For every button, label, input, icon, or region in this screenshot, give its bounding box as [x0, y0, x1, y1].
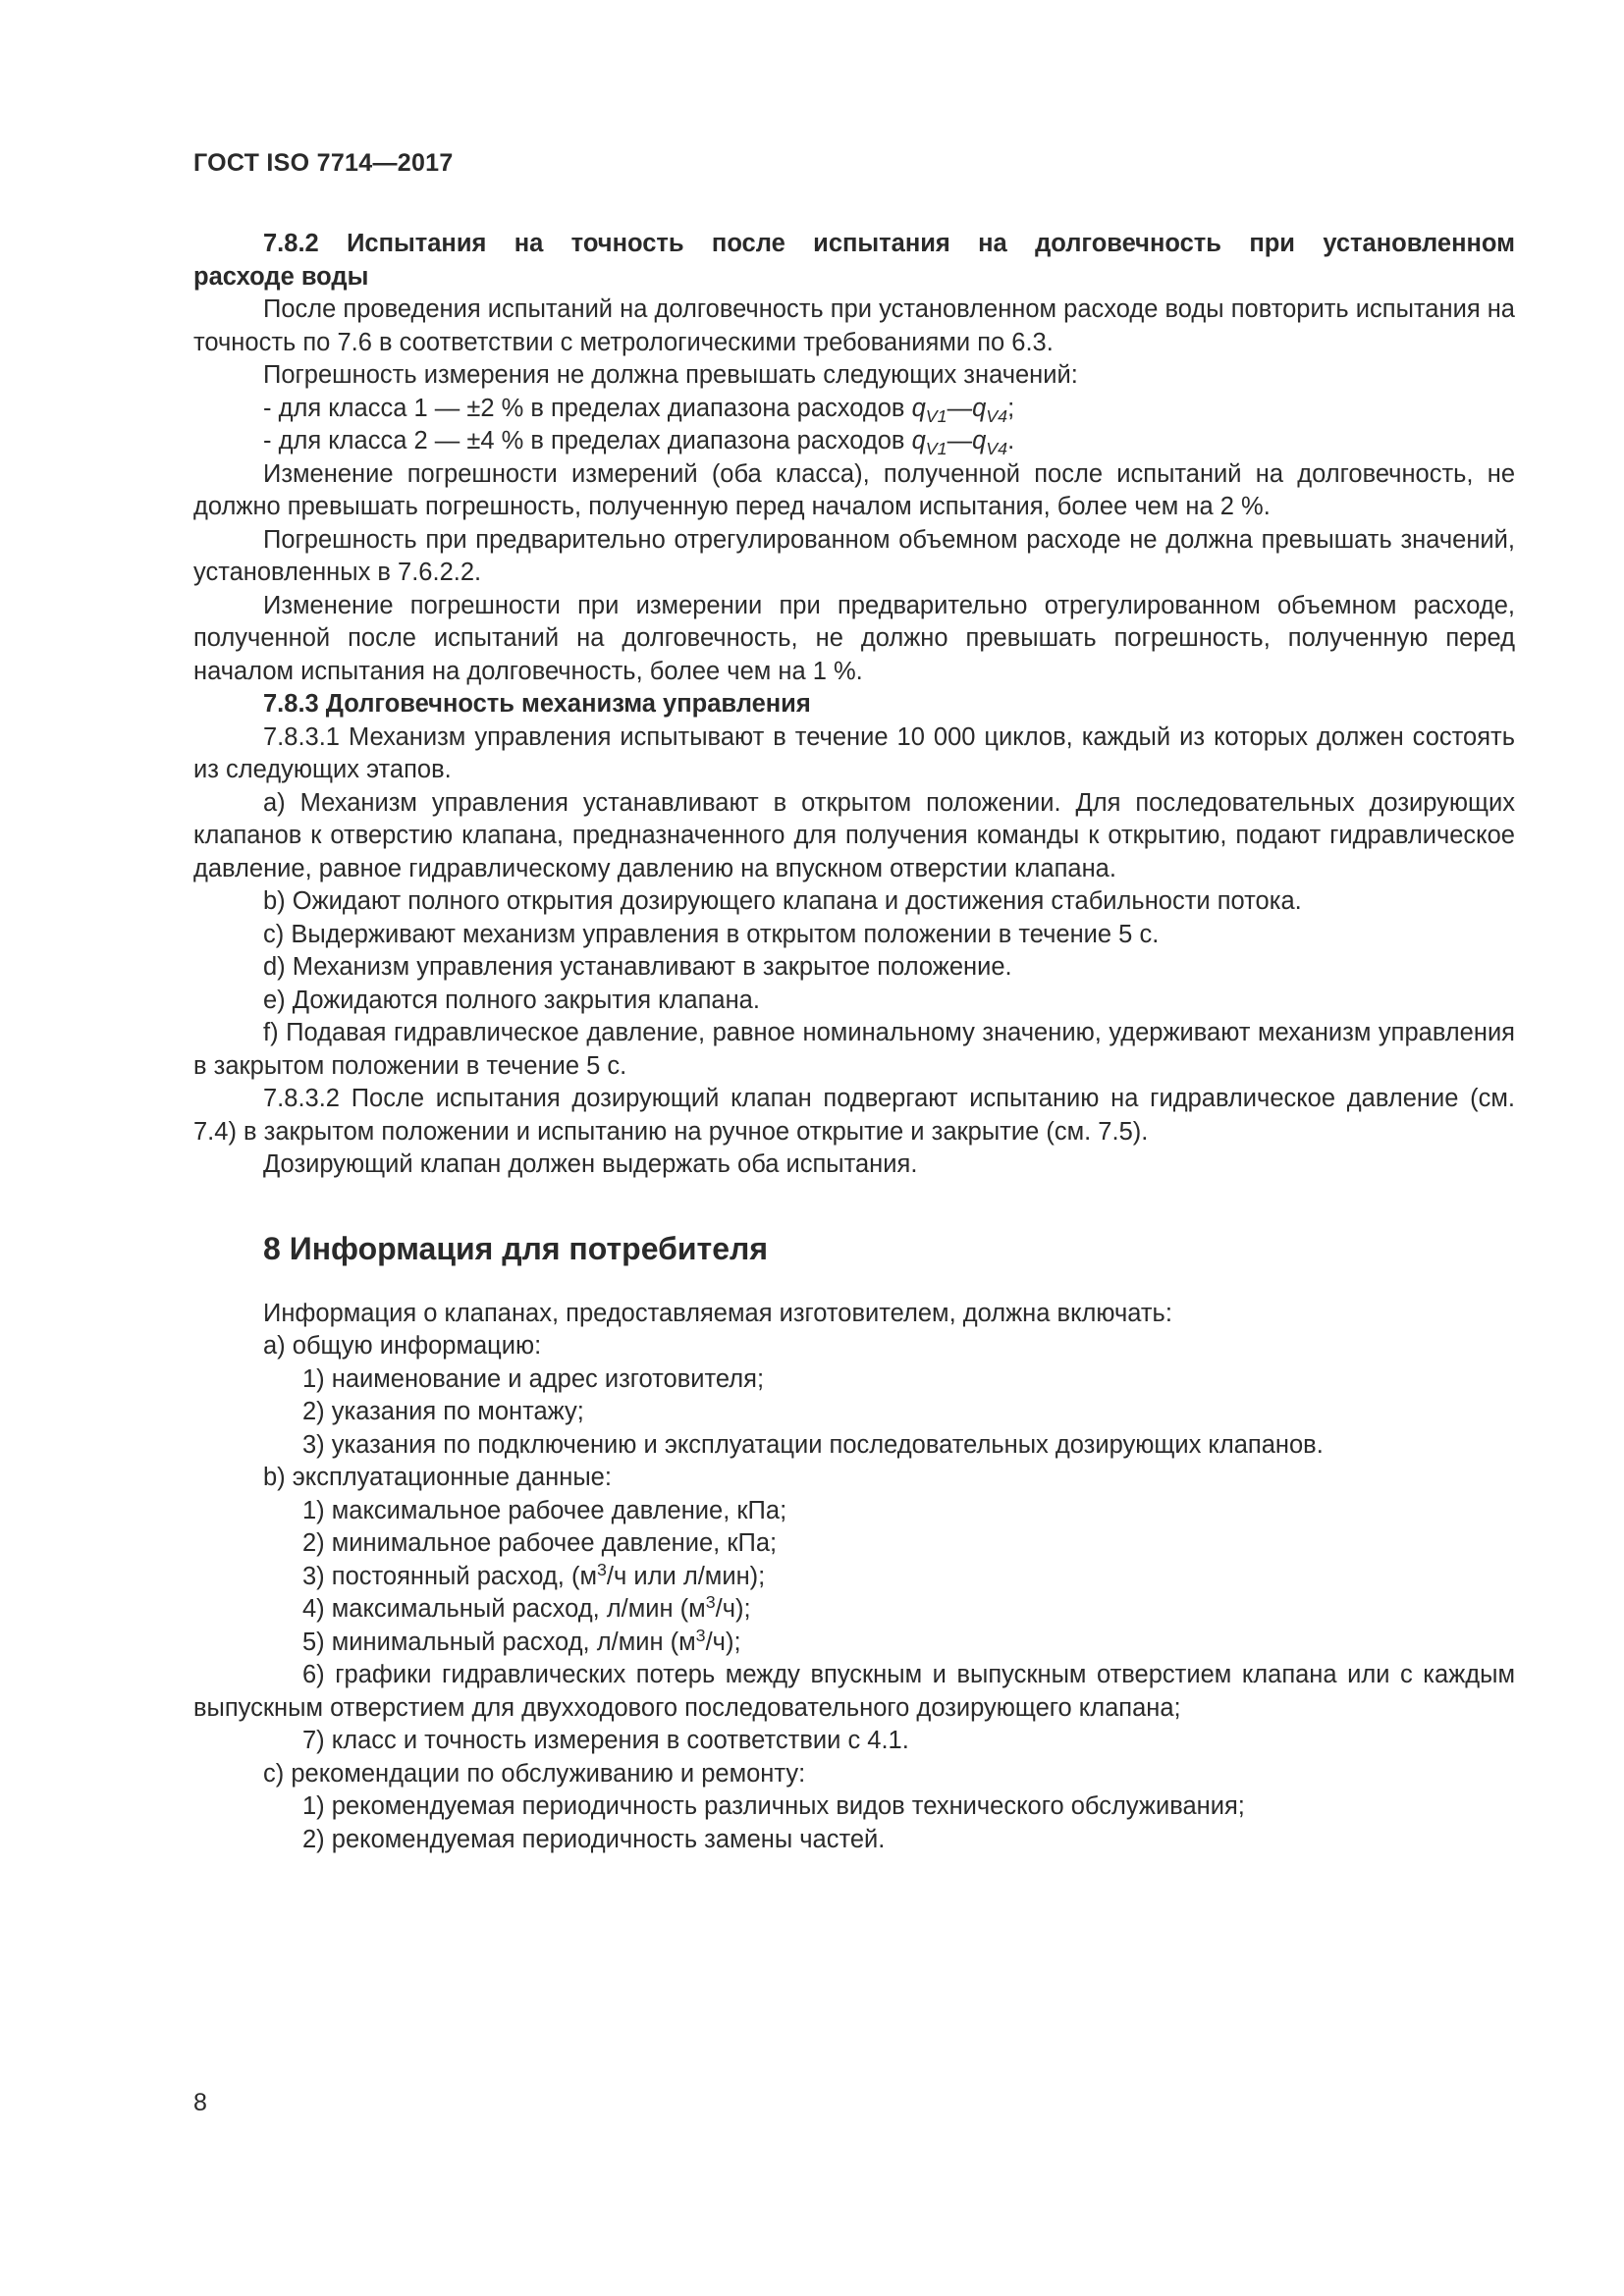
- paragraph-7-8-3-last: Дозирующий клапан должен выдержать оба испытания.: [263, 1150, 918, 1178]
- info-item-b5: [193, 1627, 1515, 1660]
- info-item-b4: [193, 1593, 1515, 1627]
- info-item-b3: [193, 1561, 1515, 1594]
- list-item-class-1-text: - для класса 1 — ±2 % в пределах диапазона расходов: [263, 394, 905, 422]
- subscript-v1: V1: [925, 405, 947, 426]
- step-b: b) Ожидают полного открытия дозирующего клапана и достижения стабильности потока.: [263, 887, 1302, 915]
- info-item-a: a) общую информацию:: [263, 1332, 542, 1360]
- section-7-8-2-title-line2: расходе воды: [193, 262, 369, 291]
- info-item-b4-text: 4) максимальный расход, л/мин (м: [302, 1595, 706, 1623]
- q-symbol: q: [972, 427, 987, 454]
- info-item-b: b) эксплуатационные данные:: [263, 1464, 612, 1491]
- superscript-3: 3: [695, 1625, 706, 1645]
- paragraph-7-8-2-1: После проведения испытаний на долговечность при установленном расходе воды повторить испытания на точность по 7.6 в соответствии с метрологическими требованиями по 6.3.: [193, 295, 1515, 356]
- info-item-b2: 2) минимальное рабочее давление, кПа;: [302, 1529, 778, 1557]
- paragraph-7-8-2-2: Погрешность измерения не должна превышать следующих значений:: [263, 361, 1078, 389]
- list-item-class-2-text: - для класса 2 — ±4 % в пределах диапазона расходов: [263, 427, 905, 454]
- list-item-class-1: [193, 393, 1515, 426]
- list-item-end: .: [1007, 427, 1015, 454]
- step-f: f) Подавая гидравлическое давление, равное номинальному значению, удерживают механизм управления в закрытом положении в течение 5 с.: [193, 1019, 1515, 1080]
- superscript-3: 3: [705, 1592, 716, 1612]
- page-number: 8: [193, 2089, 207, 2116]
- paragraph-7-8-3-1: 7.8.3.1 Механизм управления испытывают в течение 10 000 циклов, каждый из которых должен состоять из следующих этапов.: [193, 722, 1515, 783]
- info-item-c: c) рекомендации по обслуживанию и ремонту:: [263, 1759, 806, 1788]
- superscript-3: 3: [596, 1559, 607, 1579]
- paragraph-7-8-3-2: 7.8.3.2 После испытания дозирующий клапан подвергают испытанию на гидравлическое давление (см. 7.4) в закрытом положении и испытанию на ручное открытие и закрытие (см. 7.5).: [193, 1085, 1515, 1146]
- info-item-c2: 2) рекомендуемая периодичность замены частей.: [302, 1825, 886, 1853]
- section-7-8-3-title: 7.8.3 Долговечность механизма управления: [263, 690, 811, 718]
- info-item-b6: 6) графики гидравлических потерь между впускным и выпускным отверстием клапана или с каждым выпускным отверстием для двухходового последовательного дозирующего клапана;: [193, 1661, 1515, 1722]
- info-item-a3: 3) указания по подключению и эксплуатации последовательных дозирующих клапанов.: [302, 1430, 1324, 1459]
- info-item-b3-text-end: /ч или л/мин);: [606, 1562, 766, 1590]
- dash: —: [947, 394, 973, 422]
- paragraph-7-8-2-4: Погрешность при предварительно отрегулированном объемном расходе не должна превышать значений, установленных в 7.6.2.2.: [193, 525, 1515, 586]
- step-c: c) Выдерживают механизм управления в открытом положении в течение 5 с.: [263, 920, 1160, 948]
- info-item-b1: 1) максимальное рабочее давление, кПа;: [302, 1496, 787, 1524]
- page-content: [193, 228, 1515, 1856]
- section-8-intro: Информация о клапанах, предоставляемая изготовителем, должна включать:: [263, 1299, 1172, 1327]
- section-8-title: 8 Информация для потребителя: [263, 1230, 768, 1266]
- info-item-a1: 1) наименование и адрес изготовителя;: [302, 1364, 765, 1393]
- step-a: a) Механизм управления устанавливают в открытом положении. Для последовательных дозирующих клапанов к отверстию клапана, предназначенного для получения команды к открытию, подают гидравлическое давление, равное гидравлическому давлению на впускном отверстии клапана.: [193, 788, 1515, 882]
- info-item-b7: 7) класс и точность измерения в соответствии с 4.1.: [302, 1727, 909, 1754]
- q-symbol: q: [972, 394, 987, 422]
- paragraph-7-8-2-5: Изменение погрешности при измерении при предварительно отрегулированном объемном расходе, полученной после испытаний на долговечность, не должно превышать погрешность, полученную перед началом испытания на долговечность, более чем на 1 %.: [193, 591, 1515, 685]
- list-item-class-2: [193, 425, 1515, 458]
- info-item-b5-text: 5) минимальный расход, л/мин (м: [302, 1628, 696, 1656]
- info-item-b3-text: 3) постоянный расход, (м: [302, 1562, 597, 1590]
- q-symbol: q: [911, 394, 926, 422]
- subscript-v1: V1: [925, 439, 947, 458]
- dash: —: [947, 427, 973, 454]
- list-item-end: ;: [1007, 394, 1015, 422]
- subscript-v4: V4: [986, 439, 1008, 458]
- info-item-a2: 2) указания по монтажу;: [302, 1398, 584, 1425]
- paragraph-7-8-2-3: Изменение погрешности измерений (оба класса), полученной после испытаний на долговечность, не должно превышать погрешность, полученную перед началом испытания, более чем на 2 %.: [193, 459, 1515, 520]
- info-item-b5-text-end: /ч);: [705, 1628, 741, 1656]
- step-e: e) Дожидаются полного закрытия клапана.: [263, 986, 760, 1014]
- document-header: ГОСТ ISO 7714—2017: [193, 149, 454, 177]
- step-d: d) Механизм управления устанавливают в закрытое положение.: [263, 953, 1012, 981]
- info-item-b4-text-end: /ч);: [715, 1595, 751, 1623]
- section-7-8-2-title-line1: 7.8.2 Испытания на точность после испытания на долговечность при установленном: [263, 230, 1515, 257]
- info-item-c1: 1) рекомендуемая периодичность различных видов технического обслуживания;: [302, 1792, 1245, 1820]
- q-symbol: q: [911, 427, 926, 454]
- subscript-v4: V4: [986, 405, 1008, 426]
